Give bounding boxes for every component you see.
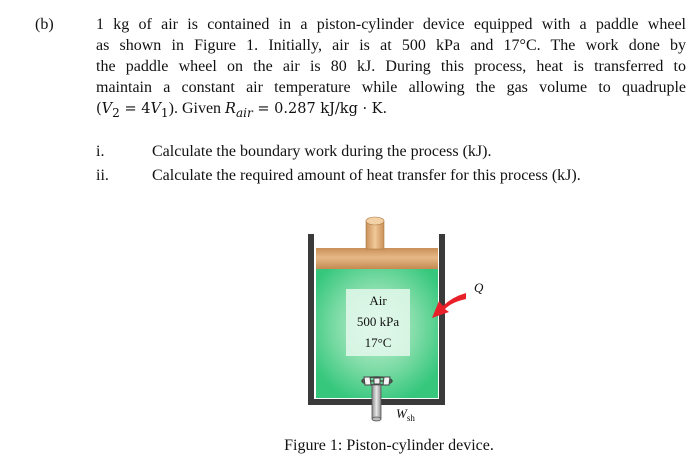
work-symbol: $W_{sh}$ (396, 406, 415, 423)
problem-line-3: the paddle wheel on the air is 80 kJ. During this process, heat is transferred to (96, 58, 686, 75)
item-number-i: i. (96, 143, 105, 160)
piston-rod-top (366, 217, 384, 225)
problem-line-1: 1 kg of air is contained in a piston-cylinder device equipped with a paddle wheel (96, 16, 686, 33)
gas-label: Air (369, 293, 387, 308)
piston (316, 248, 438, 269)
item-text-i: Calculate the boundary work during the process (kJ). (152, 143, 492, 160)
paddle-wheel-icon (362, 377, 392, 385)
temperature-label: 17°C (364, 335, 392, 350)
figure-caption: Figure 1: Piston-cylinder device. (284, 437, 494, 454)
problem-line-4: maintain a constant air temperature while allowing the gas volume to quadruple (96, 79, 686, 96)
paddle-shaft (372, 385, 381, 419)
problem-line-5: $(V_2 = 4V_1)$. Given $R_{air} = 0.287$ kJ/kg · K. (96, 100, 388, 120)
problem-label: (b) (35, 16, 54, 33)
item-number-ii: ii. (96, 167, 109, 184)
pressure-label: 500 kPa (356, 314, 400, 329)
heat-symbol: Q (474, 280, 484, 295)
item-text-ii: Calculate the required amount of heat transfer for this process (kJ). (152, 167, 581, 184)
paddle-shaft-end (372, 417, 381, 421)
problem-line-2: as shown in Figure 1. Initially, air is at 500 kPa and 17°C. The work done by (96, 37, 686, 54)
